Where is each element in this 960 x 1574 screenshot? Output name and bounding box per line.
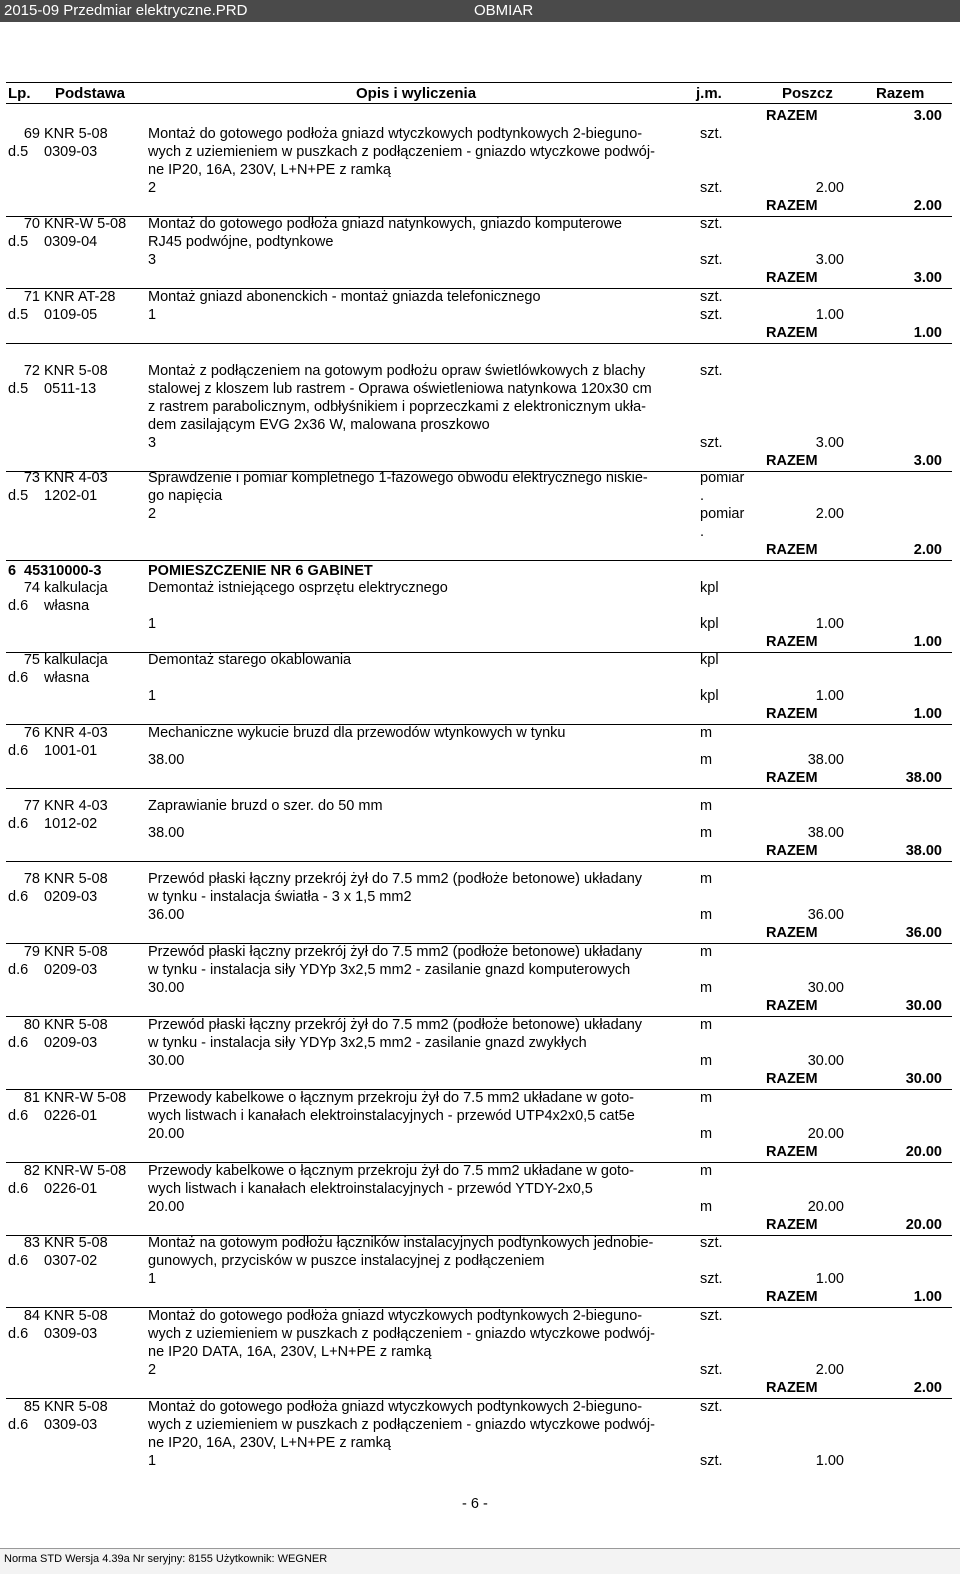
item-razem-label: RAZEM (766, 706, 818, 722)
item-razem-label: RAZEM (766, 542, 818, 558)
item-lp: 76 (23, 725, 40, 741)
header-opis: Opis i wyliczenia (356, 85, 477, 102)
item-description: w tynku - instalacja siły YDYp 3x2,5 mm2 - zasilanie gnazd komputerowych (148, 962, 631, 978)
row-separator (6, 560, 952, 561)
item-podstawa: KNR 5-08 (44, 126, 108, 142)
item-podstawa: KNR 5-08 (44, 1017, 108, 1033)
item-jm: m (700, 1090, 713, 1106)
item-description: Sprawdzenie i pomiar kompletnego 1-fazowego obwodu elektrycznego niskie- (148, 470, 648, 486)
item-podstawa: KNR 5-08 (44, 871, 108, 887)
item-dz: d.6 (8, 1326, 29, 1342)
item-podstawa-code: 0309-03 (44, 1417, 98, 1433)
item-quantity: 1 (148, 1453, 157, 1469)
item-poszcz: 20.00 (807, 1199, 844, 1215)
item-quantity-unit: szt. (700, 252, 723, 268)
item-description: wych z uziemieniem w puszkach z podłączeniem - gniazdo wtyczkowe podwój- (148, 1417, 655, 1433)
item-podstawa: KNR-W 5-08 (44, 216, 127, 232)
table-header (6, 82, 952, 104)
item-lp: 74 (23, 580, 40, 596)
item-dz: d.6 (8, 598, 29, 614)
item-description: wych listwach i kanałach elektroinstalacyjnych - przewód YTDY-2x0,5 (148, 1181, 593, 1197)
item-lp: 85 (23, 1399, 40, 1415)
item-quantity-unit: kpl (700, 616, 719, 632)
item-description: Demontaż starego okablowania (148, 652, 352, 668)
item-poszcz: 3.00 (815, 435, 844, 451)
item-podstawa-code: 0209-03 (44, 889, 98, 905)
item-lp: 80 (23, 1017, 40, 1033)
item-razem-value: 20.00 (905, 1144, 942, 1160)
item-description: gunowych, przycisków w puszce instalacyjnej z podłączeniem (148, 1253, 545, 1269)
item-description: go napięcia (148, 488, 223, 504)
item-lp: 69 (23, 126, 40, 142)
item-podstawa-code: 0209-03 (44, 962, 98, 978)
header-podstawa: Podstawa (55, 85, 126, 102)
item-quantity: 20.00 (148, 1126, 185, 1142)
item-podstawa: KNR 4-03 (44, 470, 108, 486)
item-description: wych z uziemieniem w puszkach z podłączeniem - gniazdo wtyczkowe podwój- (148, 1326, 655, 1342)
item-description: Przewody kabelkowe o łącznym przekroju żył do 7.5 mm2 układane w goto- (148, 1090, 634, 1106)
item-description: ne IP20, 16A, 230V, L+N+PE z ramką (148, 1435, 391, 1451)
item-podstawa: kalkulacja (44, 652, 108, 668)
item-quantity: 30.00 (148, 980, 185, 996)
item-jm: kpl (700, 580, 719, 596)
item-description: Przewód płaski łączny przekrój żył do 7.5 mm2 (podłoże betonowe) układany (148, 1017, 643, 1033)
section-code: 45310000-3 (24, 563, 102, 579)
item-quantity: 38.00 (148, 752, 185, 768)
header-poszcz: Poszcz (782, 85, 833, 102)
item-jm: m (700, 944, 713, 960)
header-lp: Lp. (8, 85, 31, 102)
item-description: Montaż na gotowym podłożu łączników instalacyjnych podtynkowych jednobie- (148, 1235, 654, 1251)
item-poszcz: 38.00 (807, 825, 844, 841)
item-quantity: 38.00 (148, 825, 185, 841)
item-podstawa-code: 0307-02 (44, 1253, 98, 1269)
item-jm: m (700, 798, 713, 814)
item-podstawa-code: 0309-03 (44, 144, 98, 160)
item-jm: szt. (700, 216, 723, 232)
razem-value: 3.00 (913, 108, 942, 124)
item-description: wych z uziemieniem w puszkach z podłączeniem - gniazdo wtyczkowe podwój- (148, 144, 655, 160)
item-podstawa: KNR 5-08 (44, 1235, 108, 1251)
item-razem-value: 2.00 (913, 198, 942, 214)
item-description: Demontaż istniejącego osprzętu elektrycznego (148, 580, 448, 596)
item-quantity: 2 (148, 180, 157, 196)
item-quantity-unit: m (700, 1199, 713, 1215)
item-razem-label: RAZEM (766, 270, 818, 286)
item-description: Montaż do gotowego podłoża gniazd natynkowych, gniazdo komputerowe (148, 216, 622, 232)
item-lp: 83 (23, 1235, 40, 1251)
item-lp: 71 (23, 289, 40, 305)
item-lp: 81 (23, 1090, 40, 1106)
item-razem-label: RAZEM (766, 1380, 818, 1396)
item-description: Przewód płaski łączny przekrój żył do 7.5 mm2 (podłoże betonowe) układany (148, 944, 643, 960)
item-dz: d.6 (8, 1253, 29, 1269)
item-poszcz: 36.00 (807, 907, 844, 923)
item-podstawa: KNR 5-08 (44, 363, 108, 379)
item-jm: m (700, 1163, 713, 1179)
item-jm: szt. (700, 289, 723, 305)
item-quantity: 1 (148, 307, 157, 323)
item-lp: 77 (23, 798, 40, 814)
item-description: w tynku - instalacja siły YDYp 3x2,5 mm2 - zasilanie gnazd zwykłych (148, 1035, 587, 1051)
item-razem-label: RAZEM (766, 925, 818, 941)
item-razem-label: RAZEM (766, 1217, 818, 1233)
item-podstawa: KNR AT-28 (44, 289, 116, 305)
item-description: Montaż gniazd abonenckich - montaż gniazda telefonicznego (148, 289, 541, 305)
item-description: dem zasilającym EVG 2x36 W, malowana proszkowo (148, 417, 490, 433)
item-dz: d.6 (8, 743, 29, 759)
razem-label: RAZEM (766, 108, 818, 124)
window-titlebar (0, 0, 960, 22)
item-dz: d.5 (8, 234, 29, 250)
item-poszcz: 1.00 (815, 307, 844, 323)
item-jm: szt. (700, 1235, 723, 1251)
item-quantity-unit: m (700, 752, 713, 768)
item-quantity: 3 (148, 435, 157, 451)
item-razem-value: 2.00 (913, 542, 942, 558)
item-quantity-unit: szt. (700, 307, 723, 323)
item-poszcz: 2.00 (815, 1362, 844, 1378)
item-quantity-unit: szt. (700, 1271, 723, 1287)
item-quantity-unit-dot: . (700, 524, 705, 540)
item-lp: 75 (23, 652, 40, 668)
item-podstawa-code: 1202-01 (44, 488, 98, 504)
item-podstawa: KNR 5-08 (44, 944, 108, 960)
item-poszcz: 1.00 (815, 1271, 844, 1287)
item-podstawa-code: 0209-03 (44, 1035, 98, 1051)
document-title: 2015-09 Przedmiar elektryczne.PRD (4, 2, 248, 19)
item-jm-dot: . (700, 488, 705, 504)
item-quantity-unit: szt. (700, 1453, 723, 1469)
footer-bar (0, 1548, 960, 1574)
item-razem-value: 30.00 (905, 1071, 942, 1087)
item-razem-label: RAZEM (766, 770, 818, 786)
item-podstawa: kalkulacja (44, 580, 108, 596)
page-number: - 6 - (462, 1496, 488, 1512)
item-podstawa-code: 1012-02 (44, 816, 98, 832)
item-quantity-unit: m (700, 1053, 713, 1069)
item-quantity: 3 (148, 252, 157, 268)
item-razem-value: 3.00 (913, 453, 942, 469)
item-quantity-unit: szt. (700, 1362, 723, 1378)
item-razem-value: 20.00 (905, 1217, 942, 1233)
item-razem-label: RAZEM (766, 1289, 818, 1305)
item-poszcz: 2.00 (815, 180, 844, 196)
item-poszcz: 1.00 (815, 1453, 844, 1469)
item-lp: 78 (23, 871, 40, 887)
item-jm: szt. (700, 363, 723, 379)
item-razem-value: 3.00 (913, 270, 942, 286)
item-lp: 84 (23, 1308, 40, 1324)
item-lp: 72 (23, 363, 40, 379)
item-razem-value: 38.00 (905, 843, 942, 859)
item-razem-label: RAZEM (766, 843, 818, 859)
header-razem: Razem (876, 85, 925, 102)
item-quantity: 1 (148, 1271, 157, 1287)
item-description: Montaż do gotowego podłoża gniazd wtyczkowych podtynkowych 2-bieguno- (148, 1399, 643, 1415)
item-quantity-unit: m (700, 980, 713, 996)
item-description: ne IP20, 16A, 230V, L+N+PE z ramką (148, 162, 391, 178)
item-poszcz: 1.00 (815, 688, 844, 704)
item-razem-value: 36.00 (905, 925, 942, 941)
item-quantity: 20.00 (148, 1199, 185, 1215)
item-dz: d.6 (8, 1108, 29, 1124)
item-jm: szt. (700, 1399, 723, 1415)
item-quantity-unit: kpl (700, 688, 719, 704)
item-dz: d.5 (8, 307, 29, 323)
item-podstawa: KNR 4-03 (44, 798, 108, 814)
item-jm: kpl (700, 652, 719, 668)
item-razem-label: RAZEM (766, 198, 818, 214)
item-lp: 82 (23, 1163, 40, 1179)
item-razem-label: RAZEM (766, 325, 818, 341)
item-lp: 73 (23, 470, 40, 486)
item-quantity-unit: m (700, 1126, 713, 1142)
item-jm: m (700, 1017, 713, 1033)
section-title-6: POMIESZCZENIE NR 6 GABINET (148, 563, 373, 579)
item-dz: d.5 (8, 488, 29, 504)
item-lp: 70 (23, 216, 40, 232)
footer-text: Norma STD Wersja 4.39a Nr seryjny: 8155 Użytkownik: WEGNER (4, 1553, 328, 1565)
item-podstawa-code: 0309-03 (44, 1326, 98, 1342)
item-description: wych listwach i kanałach elektroinstalacyjnych - przewód UTP4x2x0,5 cat5e (148, 1108, 635, 1124)
item-dz: d.6 (8, 1035, 29, 1051)
item-dz: d.6 (8, 889, 29, 905)
item-jm: szt. (700, 1308, 723, 1324)
item-razem-label: RAZEM (766, 1144, 818, 1160)
item-razem-value: 38.00 (905, 770, 942, 786)
item-lp: 79 (23, 944, 40, 960)
item-dz: d.6 (8, 816, 29, 832)
section-number: 6 (8, 563, 17, 579)
item-poszcz: 3.00 (815, 252, 844, 268)
item-podstawa-code: 0309-04 (44, 234, 98, 250)
item-podstawa-code: 1001-01 (44, 743, 98, 759)
item-podstawa: KNR 5-08 (44, 1399, 108, 1415)
item-description: stalowej z kloszem lub rastrem - Oprawa oświetleniowa natynkowa 120x30 cm (148, 381, 652, 397)
item-podstawa: KNR 5-08 (44, 1308, 108, 1324)
item-poszcz: 30.00 (807, 1053, 844, 1069)
item-description: z rastrem parabolicznym, odbłyśnikiem i poprzeczkami z elektronicznym ukła- (148, 399, 646, 415)
item-description: RJ45 podwójne, podtynkowe (148, 234, 334, 250)
row-separator (6, 343, 952, 344)
item-description: Montaż do gotowego podłoża gniazd wtyczkowych podtynkowych 2-bieguno- (148, 126, 643, 142)
item-razem-value: 30.00 (905, 998, 942, 1014)
item-quantity: 1 (148, 688, 157, 704)
item-podstawa-code: własna (44, 598, 90, 614)
item-description: w tynku - instalacja światła - 3 x 1,5 mm2 (148, 889, 412, 905)
item-razem-value: 1.00 (913, 325, 942, 341)
item-description: Przewód płaski łączny przekrój żył do 7.5 mm2 (podłoże betonowe) układany (148, 871, 643, 887)
item-podstawa: KNR 4-03 (44, 725, 108, 741)
item-description: Montaż do gotowego podłoża gniazd wtyczkowych podtynkowych 2-bieguno- (148, 1308, 643, 1324)
item-quantity-unit: m (700, 825, 713, 841)
item-razem-value: 1.00 (913, 634, 942, 650)
item-podstawa: KNR-W 5-08 (44, 1163, 127, 1179)
item-podstawa-code: 0511-13 (44, 381, 97, 397)
item-quantity-unit: szt. (700, 180, 723, 196)
item-poszcz: 1.00 (815, 616, 844, 632)
item-quantity-unit: pomiar (700, 506, 745, 522)
item-razem-value: 1.00 (913, 706, 942, 722)
row-separator (6, 788, 952, 789)
item-dz: d.6 (8, 962, 29, 978)
item-razem-value: 1.00 (913, 1289, 942, 1305)
item-description: ne IP20 DATA, 16A, 230V, L+N+PE z ramką (148, 1344, 432, 1360)
item-description: Przewody kabelkowe o łącznym przekroju żył do 7.5 mm2 układane w goto- (148, 1163, 634, 1179)
section-title: OBMIAR (474, 2, 534, 19)
item-dz: d.5 (8, 144, 29, 160)
item-dz: d.5 (8, 381, 29, 397)
header-jm: j.m. (696, 85, 722, 102)
item-jm: m (700, 725, 713, 741)
item-poszcz: 30.00 (807, 980, 844, 996)
item-razem-label: RAZEM (766, 634, 818, 650)
item-quantity: 30.00 (148, 1053, 185, 1069)
item-razem-value: 2.00 (913, 1380, 942, 1396)
item-jm: pomiar (700, 470, 745, 486)
item-quantity: 36.00 (148, 907, 185, 923)
item-podstawa-code: 0109-05 (44, 307, 98, 323)
item-razem-label: RAZEM (766, 998, 818, 1014)
item-razem-label: RAZEM (766, 453, 818, 469)
item-dz: d.6 (8, 670, 29, 686)
item-description: Zaprawianie bruzd o szer. do 50 mm (148, 798, 383, 814)
item-dz: d.6 (8, 1181, 29, 1197)
item-podstawa: KNR-W 5-08 (44, 1090, 127, 1106)
row-separator (6, 861, 952, 862)
item-razem-label: RAZEM (766, 1071, 818, 1087)
item-quantity: 2 (148, 1362, 157, 1378)
item-quantity: 1 (148, 616, 157, 632)
item-poszcz: 38.00 (807, 752, 844, 768)
item-poszcz: 2.00 (815, 506, 844, 522)
item-jm: szt. (700, 126, 723, 142)
item-podstawa-code: własna (44, 670, 90, 686)
item-podstawa-code: 0226-01 (44, 1108, 98, 1124)
item-quantity: 2 (148, 506, 157, 522)
item-podstawa-code: 0226-01 (44, 1181, 98, 1197)
item-jm: m (700, 871, 713, 887)
item-quantity-unit: szt. (700, 435, 723, 451)
item-description: Mechaniczne wykucie bruzd dla przewodów wtynkowych w tynku (148, 725, 566, 741)
item-description: Montaż z podłączeniem na gotowym podłożu opraw świetlówkowych z blachy (148, 363, 646, 379)
item-poszcz: 20.00 (807, 1126, 844, 1142)
item-dz: d.6 (8, 1417, 29, 1433)
item-quantity-unit: m (700, 907, 713, 923)
